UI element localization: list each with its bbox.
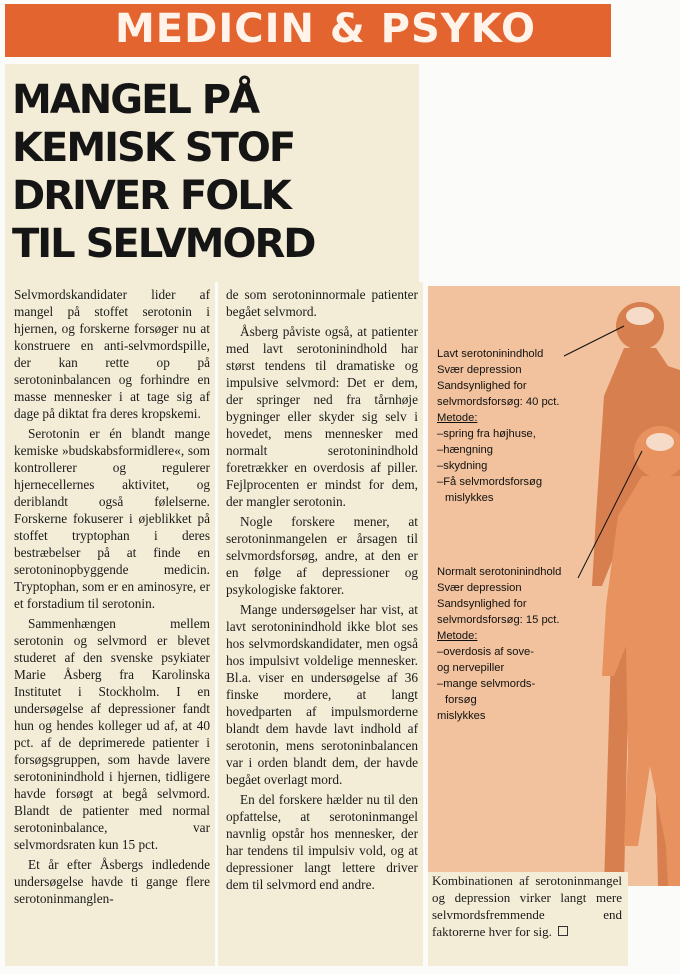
paragraph: de som serotoninnormale patienter begået selvmord. [226, 287, 418, 319]
pointer-line [564, 326, 624, 356]
paragraph: Åsberg påviste også, at patienter med lavt serotoninindhold har størst tendens til dramatiske og impulsive selvmord: Det er dem, der springer ned fra tårnhøje bygninger eller skyder sig selv i hovedet, mens mennesker med normalt serotoninindhold foretrækker en overdosis af piller. Fejlprocenten er mindst for dem, der mangler serotonin. [226, 324, 418, 509]
article-column-2 [226, 286, 418, 896]
body-illustration [428, 286, 680, 886]
section-banner [5, 4, 611, 57]
paragraph: Et år efter Åsbergs indledende undersøgelse havde ti gange flere serotoninmanglen- [14, 857, 210, 906]
headline-line: DRIVER FOLK [12, 173, 290, 219]
headline-line: TIL SELVMORD [12, 221, 315, 267]
paragraph: Sammenhængen mellem serotonin og selvmord er blevet studeret af den svenske psykiater Marie Åsberg fra Karolinska Institutet i Stockholm. I en undersøgelse af depressioner fandt hun og hendes kolleger ud af, at 40 pct. af de deprimerede patienter i forsøgsgruppen, som havde lavere serotoninindhold i hjernen, tidligere havde forsøgt at begå selvmord. Blandt de patienter med normal serotoninbalance, var selvmordsraten kun 15 pct. [14, 616, 210, 852]
headline-line: MANGEL PÅ [12, 77, 259, 123]
headline-line: KEMISK STOF [12, 125, 295, 171]
paragraph: Serotonin er én blandt mange kemiske »budskabsformidlere«, som kontrollerer og regulerer hjernecellernes aktivitet, og deriblandt også følelserne. Forskerne fokuserer i øjeblikket på stoffet tryptophan i deres bestræbelser på at finde en serotoninopbyggende medicin. Tryptophan, som er en aminosyre, er et forstadium til serotonin. [14, 426, 210, 611]
paragraph: Selvmordskandidater lider af mangel på stoffet serotonin i hjernen, og forskerne forsøger nu at konstruere en anti-selvmordspille, der kan rette op på serotoninbalancen og forhindre en masse mennesker i at tage sig af dage på diktat fra deres kropskemi. [14, 287, 210, 421]
paragraph: En del forskere hælder nu til den opfattelse, at serotoninmangel navnlig opstår hos mennesker, der har tendens til impulsiv vold, og at depressioner langt lettere driver dem til selvmord end andre. [226, 792, 418, 892]
paragraph: Nogle forskere mener, at serotoninmangelen er årsagen til selvmordsforsøg, andre, at den er en følge af depressioner og psykologiske faktorer. [226, 514, 418, 597]
label-low-serotonin: Lavt serotoninindhold Svær depression Sandsynlighed for selvmordsforsøg: 40 pct. Metode: –spring fra højhuse, –hængning –skydning –Få selvmordsforsøg mislykkes [437, 348, 560, 504]
illustration-caption: Kombinationen af serotoninmangel og depression virker langt mere selvmordsfremmende end faktorerne hver for sig. [432, 873, 622, 939]
label-normal-serotonin: Normalt serotoninindhold Svær depression Sandsynlighed for selvmordsforsøg: 15 pct. Metode: –overdosis af sove- og nervepiller –mange selvmords- forsøg mislykkes [437, 566, 562, 722]
section-title: MEDICIN & PSYKO [115, 6, 536, 52]
paragraph: Mange undersøgelser har vist, at lavt serotoninindhold ikke blot ses hos selvmordskandidater, men også hos impulsivt voldelige mennesker. Bl.a. viser en undersøgelse af 36 finske mordere, at langt hovedparten af impulsmorderne blandt dem havde lavt indhold af serotonin, mens serotoninbalancen var i orden blandt dem, der havde begået overlagt mord. [226, 602, 418, 787]
end-mark-icon [558, 926, 568, 936]
article-column-1 [14, 286, 210, 910]
headline [12, 76, 314, 268]
